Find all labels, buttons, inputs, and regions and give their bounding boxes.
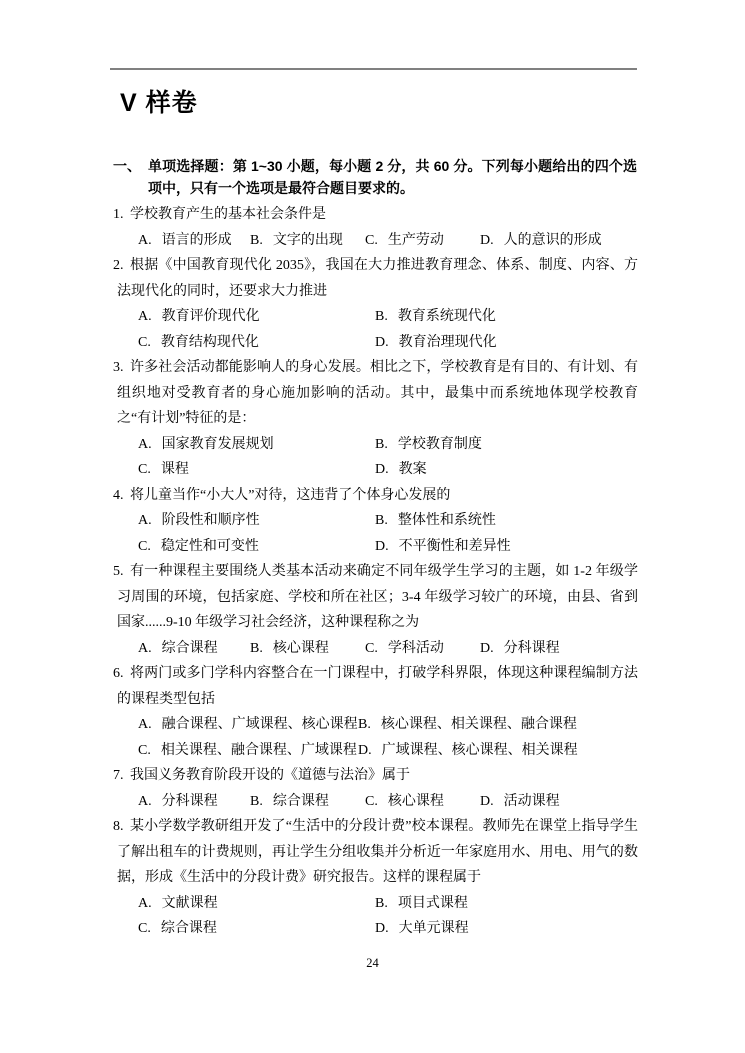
option-item [138,712,358,738]
option-text: 分科课程 [161,793,218,809]
option-label: A. [138,793,152,809]
option-label: A. [138,640,152,656]
question [113,483,638,560]
question-number: 1. [113,207,124,222]
option-label: A. [138,232,152,248]
question-stem [113,559,638,636]
question-stem [113,483,638,509]
option-text: 相关课程、融合课程、广域课程 [160,742,357,758]
option-label: D. [375,538,389,554]
option-text: 文字的出现 [272,232,343,248]
section-text: 单项选择题：第 1~30 小题，每小题 2 分，共 60 分。下列每小题给出的四个选项中，只有一个选项是最符合题目要求的。 [148,158,637,196]
option-text: 国家教育发展规划 [161,436,274,452]
option-label: C. [365,793,378,809]
question-stem-text: 学校教育产生的基本社会条件是 [130,207,326,222]
option-text: 核心课程、相关课程、融合课程 [380,717,577,732]
option-item [250,636,365,662]
option-text: 大单元课程 [398,921,469,936]
option-label: C. [365,232,378,248]
option-item [375,304,638,330]
option-label: B. [375,513,388,528]
option-group [138,636,638,662]
option-label: A. [138,717,152,732]
question [113,661,638,763]
option-text: 文献课程 [161,895,218,911]
question [113,763,638,814]
question-number: 7. [113,768,124,783]
option-label: A. [138,436,152,452]
option-item [138,916,375,942]
question [113,559,638,661]
option-item [375,891,638,917]
question-stem-text: 根据《中国教育现代化 2035》，我国在大力推进教育理念、体系、制度、内容、方法现代化的同时，还要求大力推进 [117,258,638,299]
option-label: D. [375,334,389,350]
option-group [138,508,638,559]
option-group [138,789,638,815]
option-item [138,508,375,534]
option-item [358,712,638,738]
option-item [138,228,250,254]
option-item [138,457,375,483]
option-item [138,432,375,458]
option-label: B. [250,640,263,656]
option-group [138,891,638,942]
option-text: 不平衡性和差异性 [398,538,511,554]
option-text: 教育治理现代化 [398,334,497,350]
option-item [365,789,480,815]
option-label: C. [138,538,151,554]
option-item [250,228,365,254]
option-label: C. [138,334,151,350]
option-label: C. [365,640,378,656]
option-text: 核心课程 [387,793,444,809]
option-text: 语言的形成 [161,232,232,248]
option-label: C. [138,462,151,477]
option-label: D. [375,462,389,477]
section-number: 一、 [113,158,141,174]
question-stem [113,763,638,789]
question-number: 3. [113,360,124,375]
question-stem-text: 将儿童当作“小大人”对待，这违背了个体身心发展的 [130,487,451,503]
option-label: D. [480,232,494,248]
option-label: C. [138,921,151,936]
option-group [138,712,638,763]
option-item [365,228,480,254]
option-item [375,534,638,560]
option-item [138,789,250,815]
option-item [480,789,638,815]
option-text: 项目式课程 [397,895,468,911]
option-label: B. [375,436,388,452]
option-text: 综合课程 [161,640,218,656]
option-label: D. [375,921,389,936]
option-label: A. [138,513,152,528]
option-label: D. [480,640,494,656]
question [113,202,638,253]
option-item [138,330,375,356]
option-text: 人的意识的形成 [503,232,602,248]
question-stem [113,202,638,228]
option-item [358,738,638,764]
option-text: 教育评价现代化 [161,309,260,324]
option-text: 教案 [398,462,427,477]
question-stem [113,355,638,432]
question-stem [113,814,638,891]
option-text: 综合课程 [160,921,217,936]
question-number: 8. [113,819,124,834]
option-label: B. [375,895,388,911]
question-stem [113,661,638,712]
option-label: B. [250,232,263,248]
option-item [375,916,638,942]
question-number: 6. [113,666,124,681]
option-item [138,636,250,662]
option-text: 阶段性和顺序性 [161,513,260,528]
option-label: B. [250,793,263,809]
page-number: 24 [366,956,379,970]
option-item [480,228,638,254]
question-stem-text: 我国义务教育阶段开设的《道德与法治》属于 [130,768,410,783]
question-stem-text: 某小学数学教研组开发了“生活中的分段计费”校本课程。教师先在课堂上指导学生了解出租车的计费规则，再让学生分组收集并分析近一年家庭用水、用电、用气的数据，形成《生活中的分段计费》研究报告。这样的课程属于 [117,819,638,885]
option-label: A. [138,895,152,911]
option-text: 综合课程 [272,793,329,809]
question-number: 2. [113,258,124,273]
question-list [113,202,638,942]
question-number: 4. [113,487,124,503]
question-stem-text: 有一种课程主要围绕人类基本活动来确定不同年级学生学习的主题，如 1-2 年级学习周围的环境，包括家庭、学校和所在社区；3-4 年级学习较广的环境，由县、省到国家......9-10 年级学习社会经济，这种课程称之为 [117,564,638,630]
option-label: D. [480,793,494,809]
option-label: B. [375,309,388,324]
option-text: 核心课程 [272,640,329,656]
option-text: 整体性和系统性 [397,513,496,528]
option-text: 广域课程、核心课程、相关课程 [381,742,578,758]
option-item [138,738,358,764]
option-text: 融合课程、广域课程、核心课程 [161,717,358,732]
question [113,355,638,483]
header-rule [110,68,637,70]
option-text: 课程 [160,462,189,477]
question-stem-text: 将两门或多门学科内容整合在一门课程中，打破学科界限，体现这种课程编制方法的课程类型包括 [117,666,638,707]
question-stem-text: 许多社会活动都能影响人的身心发展。相比之下，学校教育是有目的、有计划、有组织地对受教育者的身心施加影响的活动。其中，最集中而系统地体现学校教育之“有计划”特征的是： [117,360,638,426]
option-item [138,534,375,560]
option-item [480,636,638,662]
option-text: 活动课程 [503,793,560,809]
option-item [365,636,480,662]
option-group [138,304,638,355]
option-text: 稳定性和可变性 [160,538,259,554]
option-text: 生产劳动 [387,232,444,248]
question [113,814,638,942]
option-group [138,228,638,254]
option-label: D. [358,742,372,758]
option-text: 学科活动 [387,640,444,656]
option-item [375,432,638,458]
option-item [250,789,365,815]
option-item [138,304,375,330]
option-label: C. [138,742,151,758]
option-item [375,457,638,483]
section-heading [113,155,637,199]
question-number: 5. [113,564,124,579]
option-text: 学校教育制度 [397,436,482,452]
question [113,253,638,355]
option-text: 教育系统现代化 [397,309,496,324]
option-label: A. [138,309,152,324]
option-text: 教育结构现代化 [160,334,259,350]
page-title: V 样卷 [120,89,198,117]
option-group [138,432,638,483]
option-label: B. [358,717,371,732]
option-text: 分科课程 [503,640,560,656]
question-stem [113,253,638,304]
option-item [375,330,638,356]
option-item [375,508,638,534]
option-item [138,891,375,917]
